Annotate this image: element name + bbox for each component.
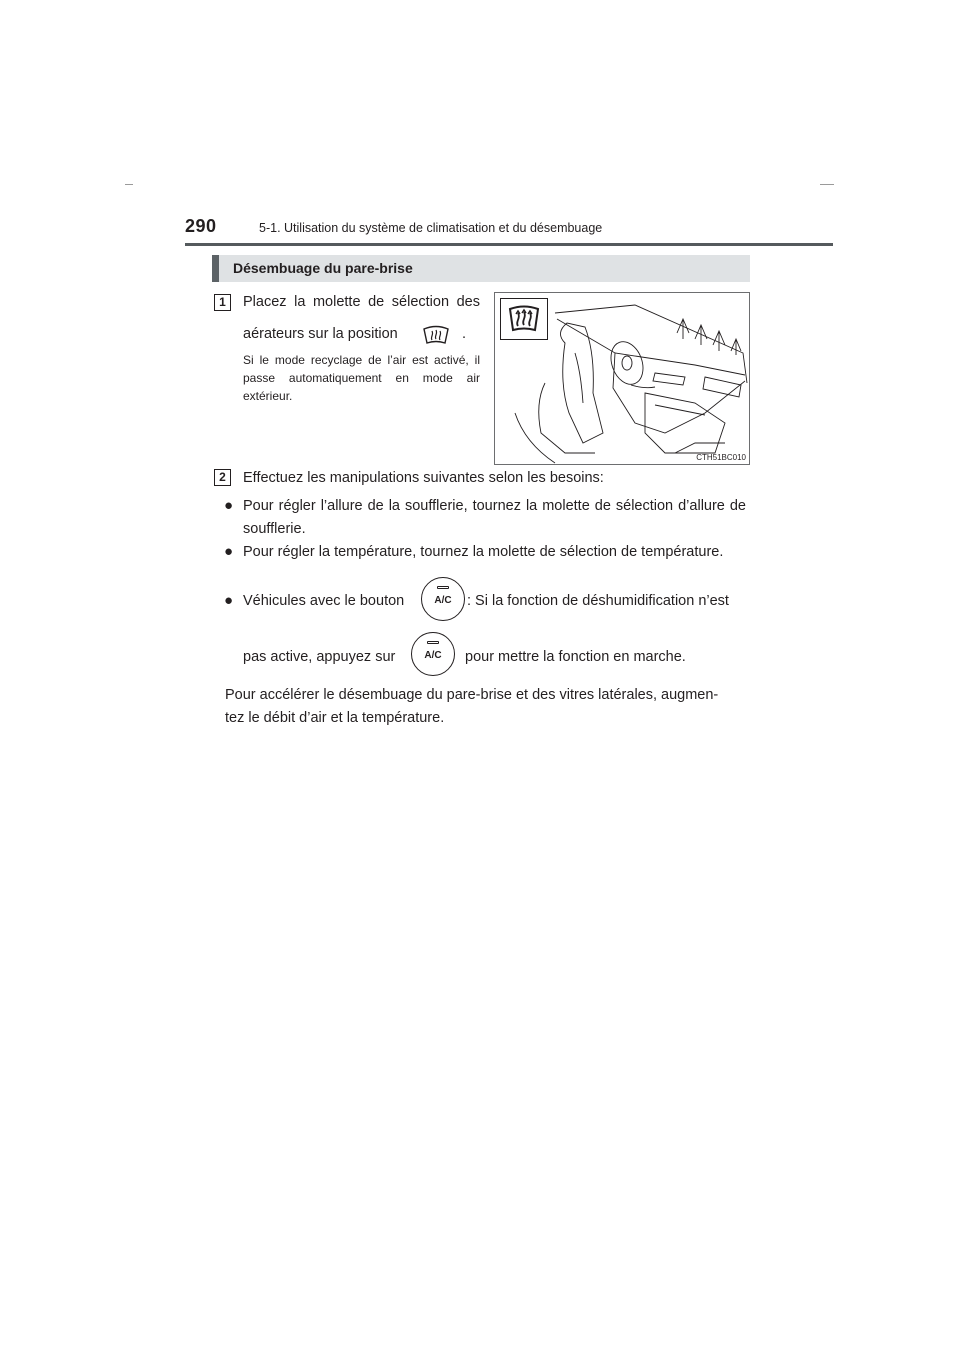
step1-line1: Placez la molette de sélection des: [243, 294, 480, 310]
crop-mark-left: [125, 184, 133, 185]
step2-intro: Effectuez les manipulations suivantes selon les besoins:: [243, 470, 604, 486]
page-number: 290: [185, 216, 217, 236]
dashboard-drawing: [495, 293, 749, 464]
footer-note-line2: tez le débit d’air et la température.: [225, 710, 445, 726]
bullet-marker-2: ●: [224, 543, 234, 560]
crop-mark-right: [820, 184, 834, 185]
step-number-1: 1: [214, 294, 231, 311]
header-rule: [185, 243, 833, 246]
section-title-bar: [212, 255, 750, 282]
bullet-3-part1: Véhicules avec le bouton: [243, 593, 405, 609]
ac-indicator-light: [437, 586, 449, 589]
bullet-marker-3: ●: [224, 592, 234, 609]
windshield-defroster-icon: [421, 323, 451, 347]
footer-note-line1: Pour accélérer le désembuage du pare-brise et des vitres latérales, augmen-: [225, 687, 719, 703]
chapter-section-title: 5-1. Utilisation du système de climatisation et du désembuage: [259, 221, 603, 235]
step1-note: Si le mode recyclage de l’air est activé, il passe automatiquement en mode air extérieur.: [243, 353, 480, 403]
bullet-1-text: Pour régler l’allure de la soufflerie, tournez la molette de sélection d’allure de soufflerie.: [243, 498, 746, 537]
figure-code: CTH51BC010: [696, 453, 746, 462]
section-title: Désembuage du pare-brise: [233, 260, 413, 276]
step1-line2: aérateurs sur la position: [243, 326, 398, 342]
step1-line2-period: .: [462, 326, 467, 342]
bullet-3-part3: pas active, appuyez sur: [243, 649, 396, 665]
step1-text-line2: [243, 323, 398, 345]
bullet-3-part4: pour mettre la fonction en marche.: [465, 649, 686, 665]
ac-button-icon: [421, 577, 465, 621]
bullet-marker-1: ●: [224, 497, 234, 514]
ac-indicator-light: [427, 641, 439, 644]
car-interior-illustration: [494, 292, 750, 465]
ac-button-label: A/C: [434, 595, 452, 606]
ac-button-icon: [411, 632, 455, 676]
step1-text-line1: [243, 291, 480, 313]
bullet-2-text: Pour régler la température, tournez la molette de sélection de température.: [243, 544, 724, 560]
bullet-3-part2: : Si la fonction de déshumidification n’est: [467, 593, 729, 609]
step-number-2: 2: [214, 469, 231, 486]
ac-button-label: A/C: [424, 650, 442, 661]
